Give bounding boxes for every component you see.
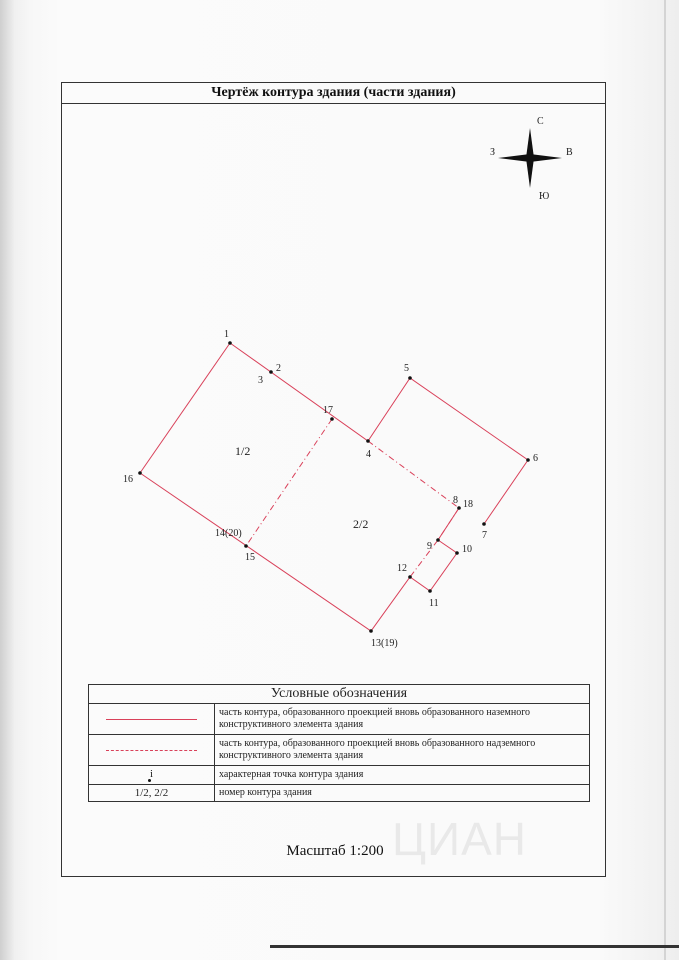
point-marker [228, 341, 232, 345]
point-marker [244, 544, 248, 548]
compass-east-label: В [566, 147, 573, 158]
point-label: 16 [123, 474, 133, 485]
point-marker [408, 376, 412, 380]
contour-line-upper [230, 343, 528, 524]
point-label: 11 [429, 598, 439, 609]
point-label: 2 [276, 363, 281, 374]
point-label: 3 [258, 375, 263, 386]
point-label: 12 [397, 563, 407, 574]
legend-description: часть контура, образованного проекцией вновь образованного надземного конструктивного элемента здания [215, 735, 590, 766]
point-label: 17 [323, 405, 333, 416]
contour-points [138, 341, 530, 633]
legend-symbol-dashdot-line [89, 735, 215, 766]
point-label: 15 [245, 552, 255, 563]
ground-contour [140, 343, 528, 631]
point-label: 7 [482, 530, 487, 541]
legend-description: часть контура, образованного проекцией вновь образованного наземного конструктивного элемента здания [215, 704, 590, 735]
compass-icon [490, 116, 573, 202]
compass-west-label: З [490, 147, 496, 158]
compass-south-label: Ю [539, 191, 550, 202]
legend-description: номер контура здания [215, 785, 590, 802]
point-label: 18 [463, 499, 473, 510]
point-marker [526, 458, 530, 462]
point-label: 6 [533, 453, 538, 464]
contour-number-2: 2/2 [353, 517, 369, 531]
dashdot-line-4-8 [368, 441, 459, 508]
point-marker [138, 471, 142, 475]
point-label: 9 [427, 541, 432, 552]
legend-symbol-text: i [149, 767, 154, 780]
legend-symbol-contour-number: 1/2, 2/2 [89, 785, 215, 802]
point-marker [457, 506, 461, 510]
contour-line-left [140, 343, 230, 473]
point-label: 1 [224, 329, 229, 340]
point-marker [269, 370, 273, 374]
legend-symbol-solid-line [89, 704, 215, 735]
legend-header: Условные обозначения [89, 685, 590, 704]
point-label: 4 [366, 449, 371, 460]
point-marker [330, 417, 334, 421]
dashdot-line-17-15 [246, 419, 332, 546]
point-marker [455, 551, 459, 555]
point-marker [482, 522, 486, 526]
point-label: 14(20) [215, 528, 242, 539]
legend-table [88, 684, 590, 802]
legend-description: характерная точка контура здания [215, 766, 590, 785]
point-label: 10 [462, 544, 472, 555]
scale-label: Масштаб 1:200 [286, 843, 384, 859]
point-marker [366, 439, 370, 443]
point-label: 5 [404, 363, 409, 374]
contour-number-1: 1/2 [235, 444, 251, 458]
point-marker [436, 538, 440, 542]
point-marker [428, 589, 432, 593]
contour-line-lower [140, 473, 459, 631]
point-marker [369, 629, 373, 633]
point-label: 13(19) [371, 638, 398, 649]
point-labels [123, 329, 538, 649]
point-marker [408, 575, 412, 579]
overground-contour [246, 419, 459, 577]
watermark: ЦИАН [392, 813, 527, 865]
compass-north-label: С [537, 116, 544, 127]
page-title: Чертёж контура здания (части здания) [61, 82, 606, 104]
legend-symbol-point [89, 766, 215, 785]
point-label: 8 [453, 495, 458, 506]
